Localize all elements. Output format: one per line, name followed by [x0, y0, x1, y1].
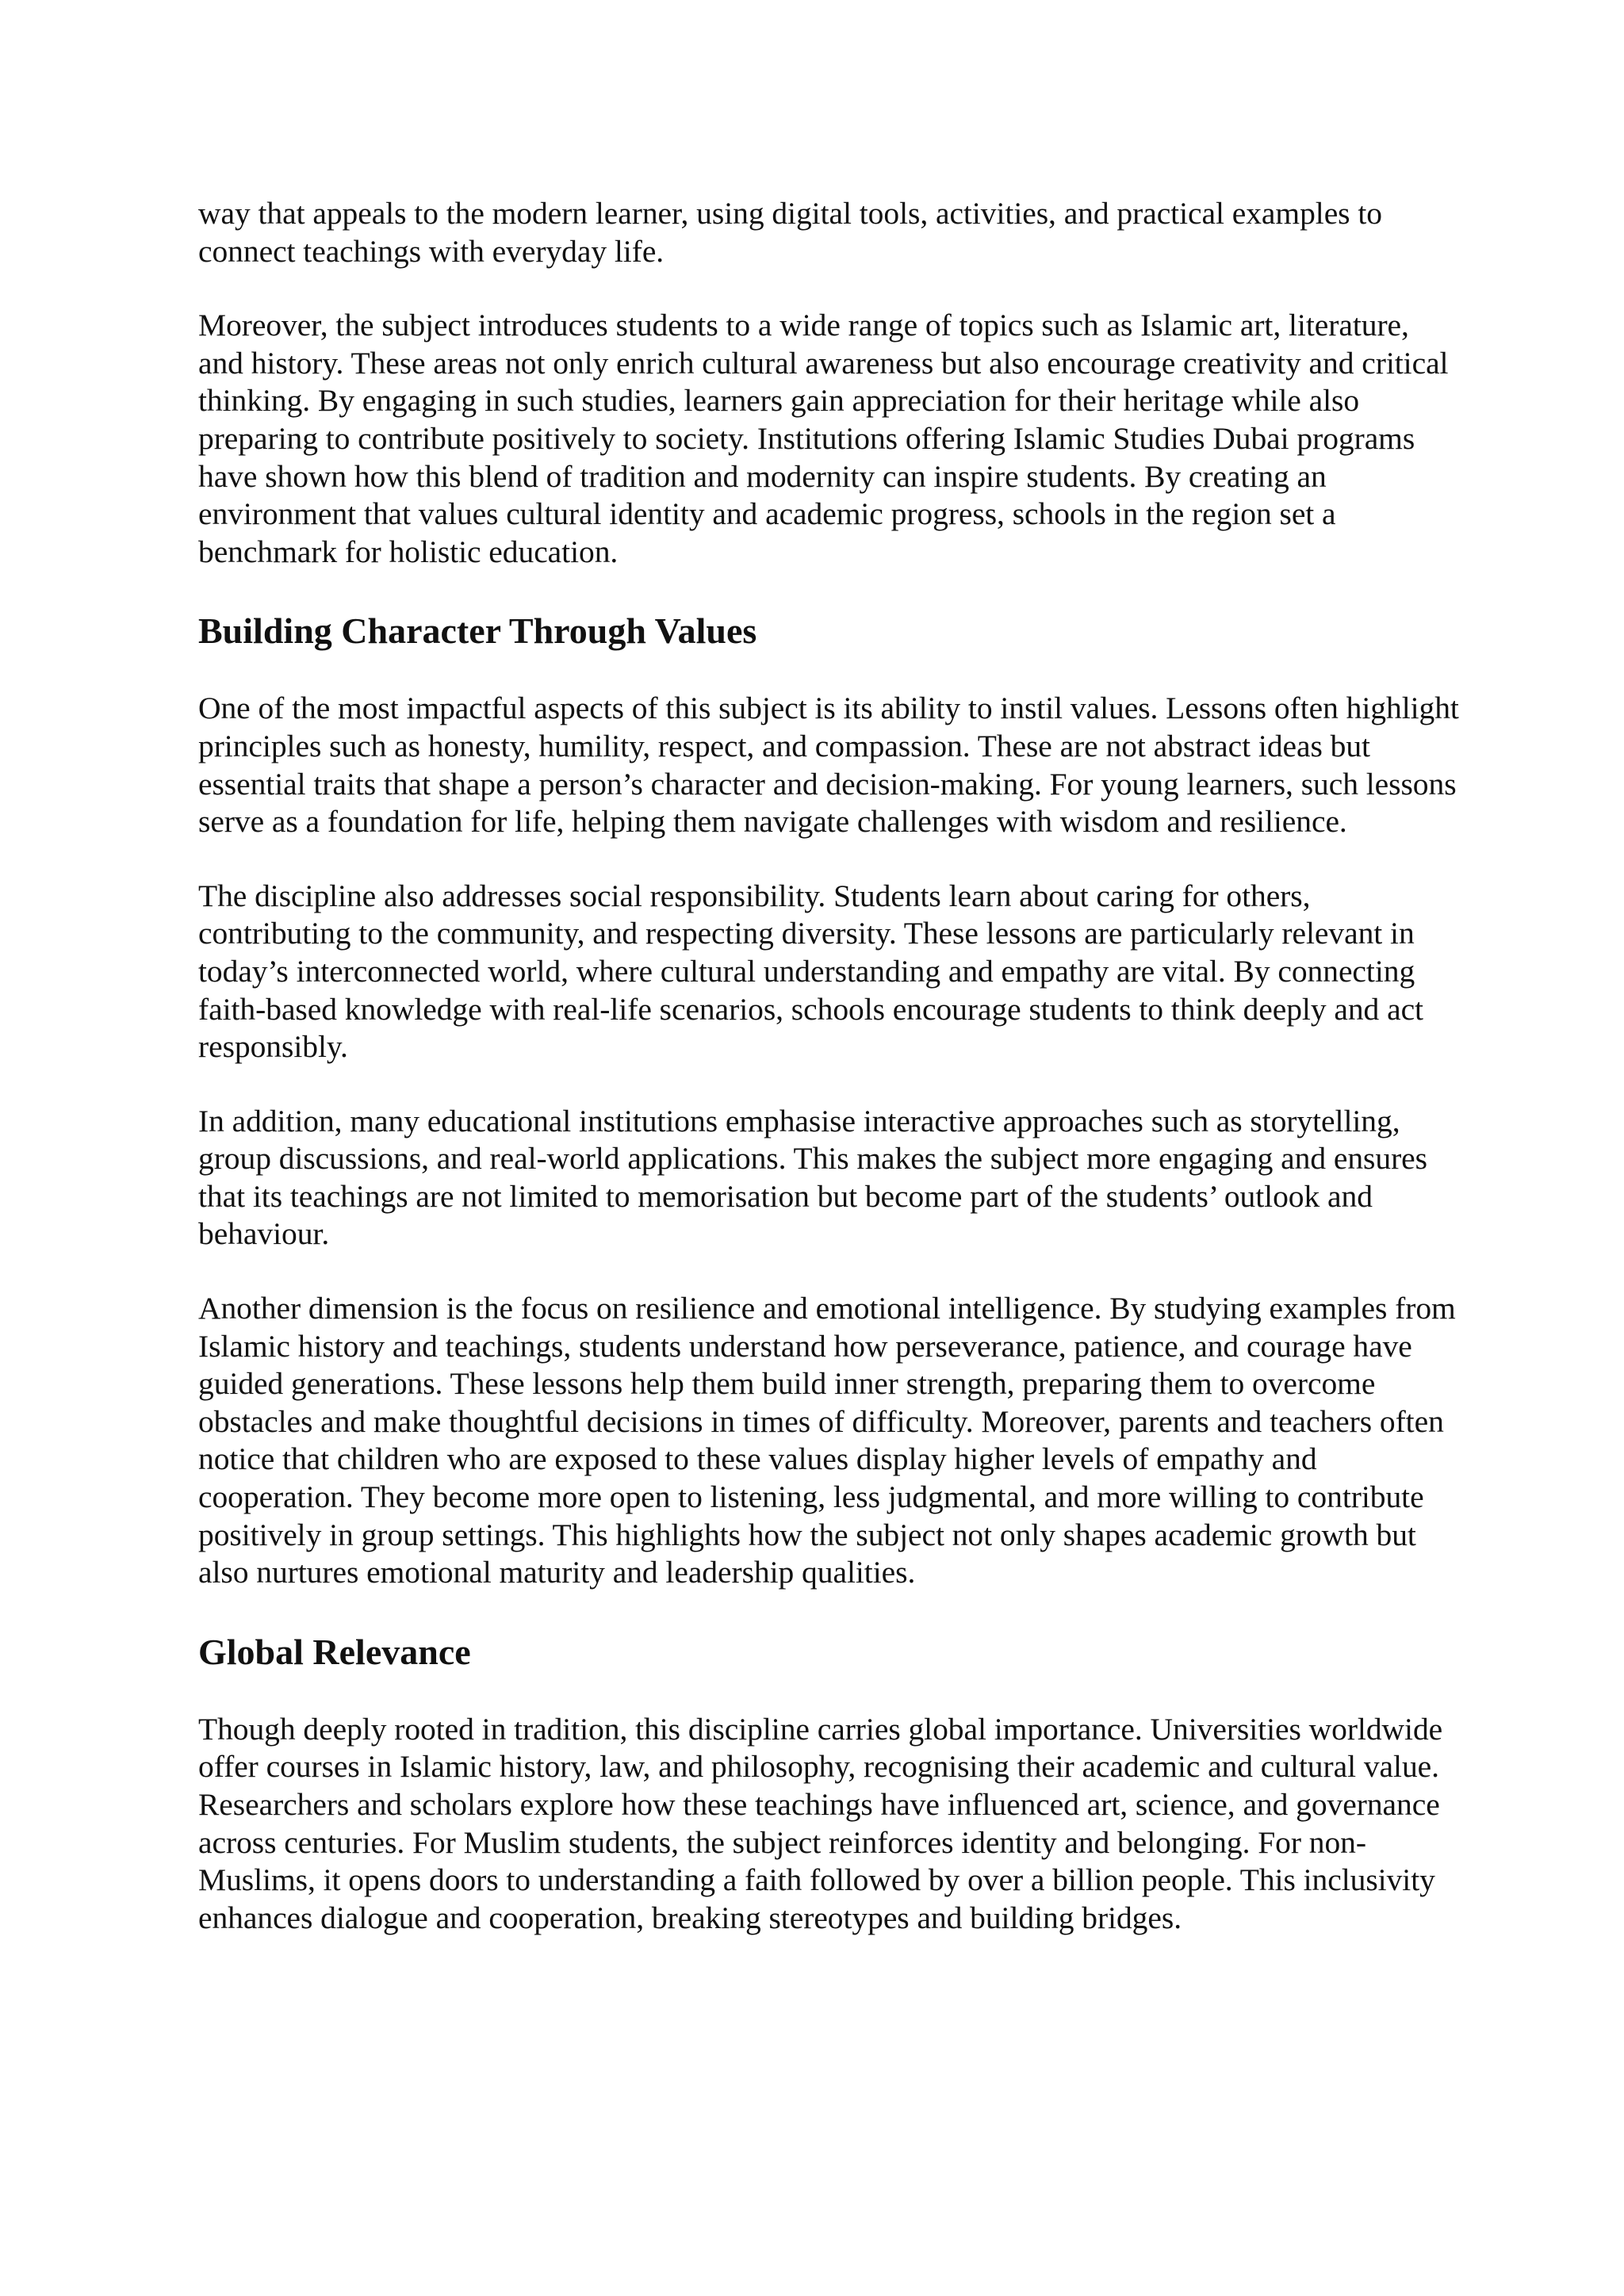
intro-paragraph-1: way that appeals to the modern learner, using digital tools, activities, and practical examples to connect teachings with everyday life.	[198, 196, 1382, 269]
character-paragraph-1: One of the most impactful aspects of this subject is its ability to instil values. Lessons often highlight principles such as honesty, humility, respect, and compassion. These are not abstract ideas but essential traits that shape a person’s character and decision-making. For young learners, such lessons serve as a foundation for life, helping them navigate challenges with wisdom and resilience.	[198, 691, 1459, 840]
character-paragraph-4: Another dimension is the focus on resilience and emotional intelligence. By studying examples from Islamic history and teachings, students understand how perseverance, patience, and courage have guided generations. These lessons help them build inner strength, preparing them to overcome obstacles and make thoughtful decisions in times of difficulty. Moreover, parents and teachers often notice that children who are exposed to these values display higher levels of empathy and cooperation. They become more open to listening, less judgmental, and more willing to contribute positively in group settings. This highlights how the subject not only shapes academic growth but also nurtures emotional maturity and leadership qualities.	[198, 1291, 1456, 1590]
document-page	[198, 195, 1459, 1937]
character-paragraph-2: The discipline also addresses social responsibility. Students learn about caring for others, contributing to the community, and respecting diversity. These lessons are particularly relevant in today’s interconnected world, where cultural understanding and empathy are vital. By connecting faith-based knowledge with real-life scenarios, schools encourage students to think deeply and act responsibly.	[198, 878, 1423, 1065]
global-paragraph-1: Though deeply rooted in tradition, this discipline carries global importance. Universities worldwide offer courses in Islamic history, law, and philosophy, recognising their academic and cultural value. Researchers and scholars explore how these teachings have influenced art, science, and governance across centuries. For Muslim students, the subject reinforces identity and belonging. For non-Muslims, it opens doors to understanding a faith followed by over a billion people. This inclusivity enhances dialogue and cooperation, breaking stereotypes and building bridges.	[198, 1711, 1443, 1935]
character-paragraph-3: In addition, many educational institutions emphasise interactive approaches such as storytelling, group discussions, and real-world applications. This makes the subject more engaging and ensures that its teachings are not limited to memorisation but become part of the students’ outlook and behaviour.	[198, 1103, 1427, 1252]
section-heading-building-character: Building Character Through Values	[198, 610, 757, 652]
intro-paragraph-2: Moreover, the subject introduces students to a wide range of topics such as Islamic art, literature, and history. These areas not only enrich cultural awareness but also encourage creativity and critical thinking. By engaging in such studies, learners gain appreciation for their heritage while also preparing to contribute positively to society. Institutions offering Islamic Studies Dubai programs have shown how this blend of tradition and modernity can inspire students. By creating an environment that values cultural identity and academic progress, schools in the region set a benchmark for holistic education.	[198, 308, 1449, 569]
section-heading-global-relevance: Global Relevance	[198, 1631, 471, 1672]
